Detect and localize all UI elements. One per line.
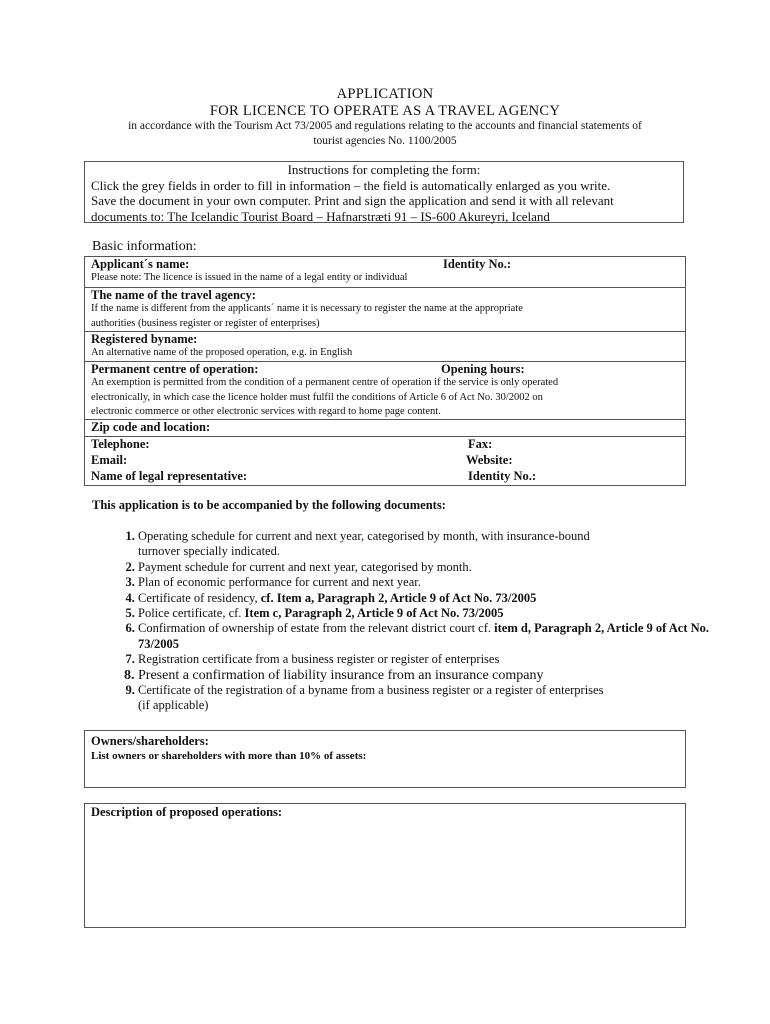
list-item: 7. Registration certificate from a business register or register of enterprises [138, 652, 728, 667]
owners-sublabel: List owners or shareholders with more than 10% of assets: [91, 750, 367, 762]
instructions-line-2: Save the document in your own computer. Print and sign the application and send it with all relevant [91, 193, 614, 208]
basic-info-table [84, 256, 686, 486]
opening-hours-label: Opening hours: [441, 362, 525, 376]
list-item: 2. Payment schedule for current and next year, categorised by month. [138, 560, 728, 575]
documents-list [92, 529, 728, 714]
zip-label: Zip code and location: [91, 420, 211, 434]
description-box[interactable] [84, 803, 686, 928]
list-item: 3. Plan of economic performance for current and next year. [138, 575, 728, 590]
legal-rep-label: Name of legal representative: [91, 469, 248, 483]
doc-subtitle: FOR LICENCE TO OPERATE AS A TRAVEL AGENCY [209, 103, 561, 119]
zip-row[interactable] [85, 420, 685, 437]
instructions-line-3: documents to: The Icelandic Tourist Board – Hafnarstræti 91 – IS-600 Akureyri, Iceland [91, 208, 550, 224]
list-item: 9. Certificate of the registration of a byname from a business register or a register of enterprises (if applicable) [138, 683, 728, 714]
instructions-box [84, 161, 684, 223]
list-item: 8. Present a confirmation of liability insurance from an insurance company [138, 668, 728, 683]
documents-heading: This application is to be accompanied by the following documents: [92, 498, 446, 512]
agency-note-2: authorities (business register or register of enterprises) [91, 317, 320, 329]
list-item: 6. Confirmation of ownership of estate from the relevant district court cf. item d, Paragraph 2, Article 9 of Act No. 73/2005 [138, 621, 728, 652]
byname-label: Registered byname: [91, 332, 198, 346]
agency-note-1: If the name is different from the applicants´ name it is necessary to register the name at the appropriate [91, 303, 523, 314]
email-label: Email: [91, 453, 128, 467]
list-item: 5. Police certificate, cf. Item c, Paragraph 2, Article 9 of Act No. 73/2005 [138, 606, 728, 621]
website-label: Website: [466, 453, 513, 467]
agency-name-label: The name of the travel agency: [91, 288, 256, 302]
applicant-name-label: Applicant´s name: [91, 257, 190, 271]
legal-rep-id-label: Identity No.: [468, 469, 537, 483]
byname-note: An alternative name of the proposed operation, e.g. in English [91, 347, 353, 358]
instructions-heading: Instructions for completing the form: [287, 162, 481, 177]
owners-box[interactable] [84, 730, 686, 788]
agency-name-row[interactable] [85, 288, 685, 332]
doc-title: APPLICATION [336, 86, 434, 102]
owners-label: Owners/shareholders: [91, 734, 209, 748]
telephone-label: Telephone: [91, 437, 150, 451]
identity-no-label: Identity No.: [443, 257, 512, 271]
centre-note-1: An exemption is permitted from the condition of a permanent centre of operation if the service is only operated [91, 377, 559, 388]
list-item: 1. Operating schedule for current and next year, categorised by month, with insurance-bound turnover specially indicated. [138, 529, 728, 560]
centre-note-2: electronically, in which case the licence holder must fulfil the conditions of Article 6 of Act No. 30/2002 on [91, 391, 543, 403]
doc-legal-reference-cont: tourist agencies No. 1100/2005 [313, 135, 457, 147]
byname-row[interactable] [85, 332, 685, 362]
telephone-row[interactable] [85, 437, 685, 485]
centre-label: Permanent centre of operation: [91, 362, 259, 376]
list-item: 4. Certificate of residency, cf. Item a, Paragraph 2, Article 9 of Act No. 73/2005 [138, 591, 728, 606]
description-label: Description of proposed operations: [91, 805, 283, 819]
doc-legal-reference: in accordance with the Tourism Act 73/2005 and regulations relating to the accounts and financial statements of [128, 120, 642, 132]
applicant-row[interactable] [85, 257, 685, 288]
instructions-line-1: Click the grey fields in order to fill in information – the field is automatically enlarged as you write. [91, 177, 611, 193]
applicant-note: Please note: The licence is issued in the name of a legal entity or individual [91, 272, 408, 283]
fax-label: Fax: [468, 437, 493, 451]
centre-note-3: electronic commerce or other electronic services with regard to home page content. [91, 406, 441, 417]
basic-info-heading: Basic information: [92, 239, 197, 254]
centre-row[interactable] [85, 362, 685, 420]
